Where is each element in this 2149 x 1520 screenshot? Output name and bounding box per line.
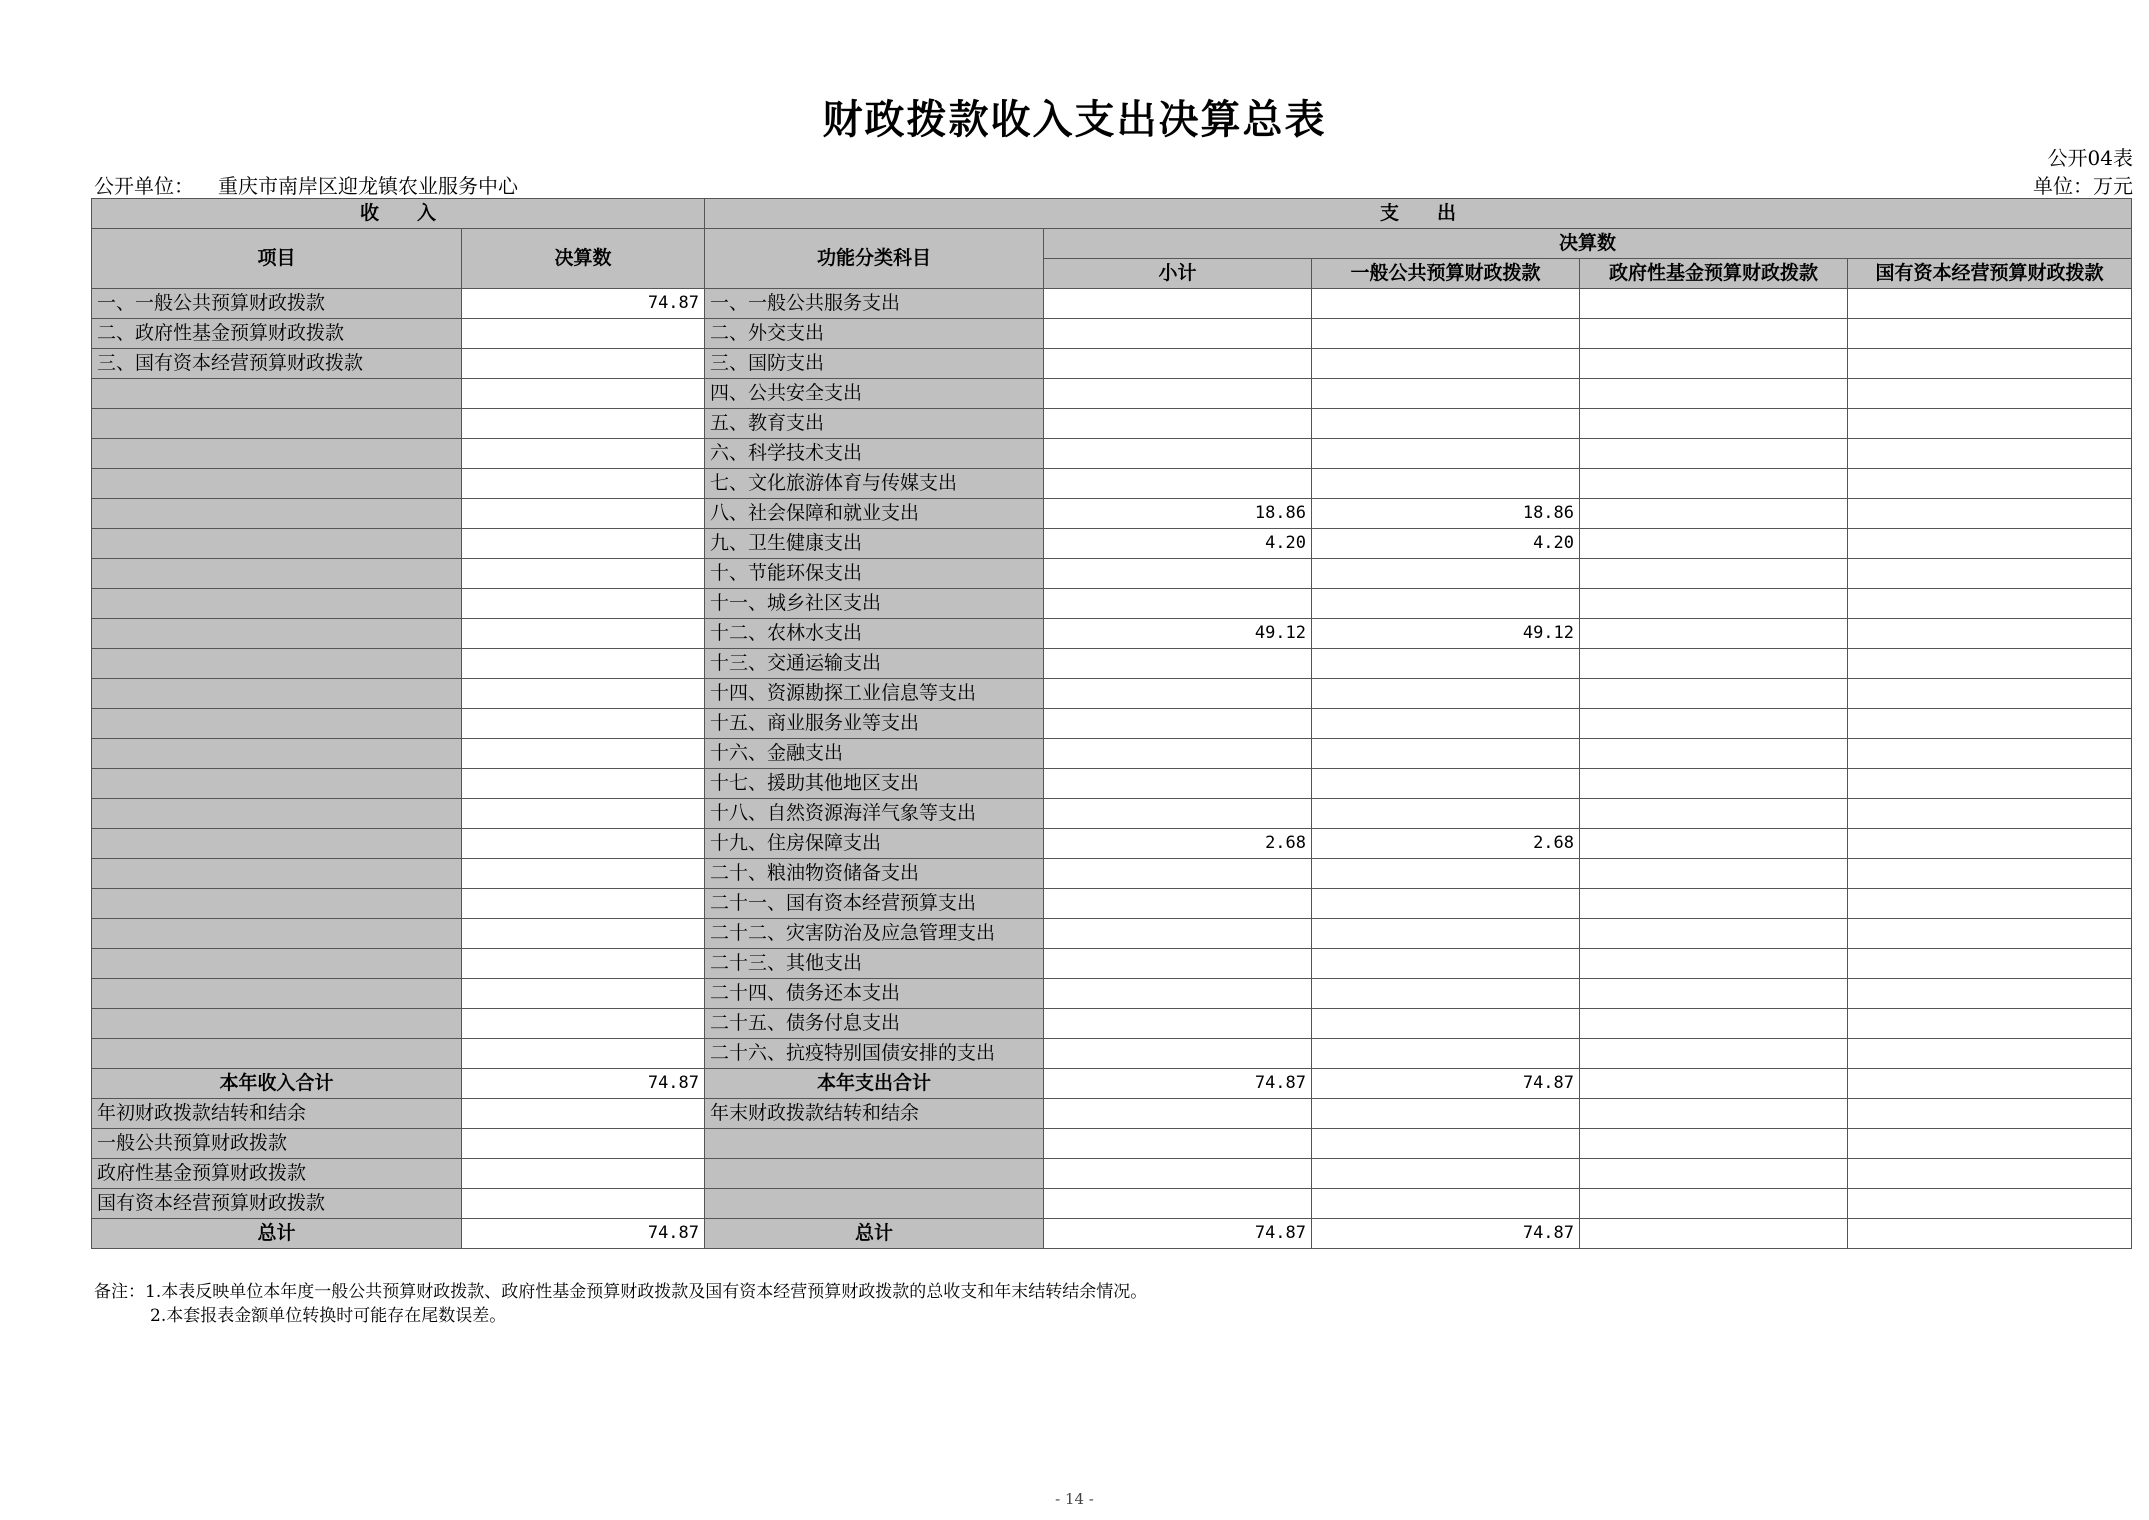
income-item-cell <box>92 709 462 739</box>
income-amount-cell <box>462 529 705 559</box>
income-item-cell <box>92 409 462 439</box>
subtotal-cell <box>1044 739 1312 769</box>
state-capital-cell <box>1848 829 2132 859</box>
state-capital-cell <box>1848 949 2132 979</box>
subtotal-cell: 49.12 <box>1044 619 1312 649</box>
income-item-cell <box>92 589 462 619</box>
state-capital-cell <box>1848 919 2132 949</box>
expense-item-cell: 二十四、债务还本支出 <box>705 979 1044 1009</box>
income-amount-cell <box>462 799 705 829</box>
state-capital-cell <box>1848 379 2132 409</box>
general-cell <box>1312 409 1580 439</box>
expense-item-cell: 十九、住房保障支出 <box>705 829 1044 859</box>
gov-fund-header: 政府性基金预算财政拨款 <box>1580 259 1848 289</box>
general-cell <box>1312 859 1580 889</box>
state-capital-cell <box>1848 589 2132 619</box>
table-row <box>92 979 2132 1009</box>
income-total-amount: 74.87 <box>462 1069 705 1099</box>
general-cell <box>1312 709 1580 739</box>
state-capital-cell <box>1848 739 2132 769</box>
gov-fund-cell <box>1580 889 1848 919</box>
state-capital-cell <box>1848 289 2132 319</box>
carry-income-amount <box>462 1099 705 1129</box>
carry-sub-row <box>92 1159 2132 1189</box>
carry-value-cell <box>1580 1099 1848 1129</box>
general-header: 一般公共预算财政拨款 <box>1312 259 1580 289</box>
general-cell <box>1312 679 1580 709</box>
general-cell <box>1312 319 1580 349</box>
expense-item-cell: 十四、资源勘探工业信息等支出 <box>705 679 1044 709</box>
general-cell: 49.12 <box>1312 619 1580 649</box>
table-row <box>92 799 2132 829</box>
carry-sub-expense-cell <box>705 1159 1044 1189</box>
gov-fund-cell <box>1580 649 1848 679</box>
table-row <box>92 499 2132 529</box>
expense-item-cell: 十二、农林水支出 <box>705 619 1044 649</box>
gov-fund-cell <box>1580 469 1848 499</box>
state-capital-cell <box>1848 679 2132 709</box>
table-row <box>92 409 2132 439</box>
subtotal-cell <box>1044 979 1312 1009</box>
subtotal-cell <box>1044 679 1312 709</box>
table-row <box>92 889 2132 919</box>
subtotal-cell <box>1044 319 1312 349</box>
expense-item-cell: 二十六、抗疫特别国债安排的支出 <box>705 1039 1044 1069</box>
income-amount-cell <box>462 889 705 919</box>
carry-sub-value-cell <box>1312 1189 1580 1219</box>
income-item-cell <box>92 619 462 649</box>
expense-total-label: 总计 <box>705 1219 1044 1249</box>
expense-total-label: 本年支出合计 <box>705 1069 1044 1099</box>
carry-sub-amount <box>462 1129 705 1159</box>
carry-sub-item: 国有资本经营预算财政拨款 <box>92 1189 462 1219</box>
carry-sub-row <box>92 1189 2132 1219</box>
gov-fund-cell <box>1580 829 1848 859</box>
expense-header: 支 出 <box>705 199 2132 229</box>
general-cell <box>1312 349 1580 379</box>
state-capital-header: 国有资本经营预算财政拨款 <box>1848 259 2132 289</box>
expense-item-cell: 二十一、国有资本经营预算支出 <box>705 889 1044 919</box>
table-row <box>92 289 2132 319</box>
general-cell <box>1312 1039 1580 1069</box>
form-code: 公开04表 <box>2047 146 2133 170</box>
gov-fund-cell <box>1580 379 1848 409</box>
state-capital-cell <box>1848 649 2132 679</box>
income-amount-cell <box>462 559 705 589</box>
note-line-1: 备注：1.本表反映单位本年度一般公共预算财政拨款、政府性基金预算财政拨款及国有资本经营预算财政拨款的总收支和年末结转结余情况。 <box>94 1282 1148 1302</box>
table-row <box>92 529 2132 559</box>
expense-item-cell: 十五、商业服务业等支出 <box>705 709 1044 739</box>
state-capital-cell <box>1848 979 2132 1009</box>
gov-fund-cell <box>1580 529 1848 559</box>
general-total-cell: 74.87 <box>1312 1069 1580 1099</box>
page-number: - 14 - <box>1055 1490 1094 1508</box>
income-amount-cell <box>462 319 705 349</box>
general-cell <box>1312 739 1580 769</box>
income-item-cell <box>92 799 462 829</box>
expense-item-cell: 十、节能环保支出 <box>705 559 1044 589</box>
general-total-cell: 74.87 <box>1312 1219 1580 1249</box>
subtotal-cell <box>1044 709 1312 739</box>
org-info <box>94 170 518 199</box>
income-item-cell <box>92 1009 462 1039</box>
carry-sub-value-cell <box>1848 1189 2132 1219</box>
money-unit: 单位：万元 <box>2033 174 2133 198</box>
table-row <box>92 319 2132 349</box>
carry-sub-value-cell <box>1044 1189 1312 1219</box>
expense-item-cell: 三、国防支出 <box>705 349 1044 379</box>
gov-fund-cell <box>1580 799 1848 829</box>
table-row <box>92 739 2132 769</box>
income-amount-cell <box>462 979 705 1009</box>
expense-item-cell: 五、教育支出 <box>705 409 1044 439</box>
gov-fund-cell <box>1580 739 1848 769</box>
gov-fund-cell <box>1580 409 1848 439</box>
subtotal-cell <box>1044 949 1312 979</box>
carry-sub-value-cell <box>1580 1129 1848 1159</box>
expense-item-cell: 十三、交通运输支出 <box>705 649 1044 679</box>
subtotal-cell <box>1044 1039 1312 1069</box>
income-amount-cell <box>462 739 705 769</box>
gov-fund-cell <box>1580 439 1848 469</box>
general-cell <box>1312 919 1580 949</box>
subtotal-cell <box>1044 469 1312 499</box>
income-item-cell <box>92 919 462 949</box>
subtotal-cell <box>1044 289 1312 319</box>
gov-fund-cell <box>1580 709 1848 739</box>
notes <box>94 1280 1147 1328</box>
table-row <box>92 829 2132 859</box>
income-total-amount: 74.87 <box>462 1219 705 1249</box>
income-item-cell: 二、政府性基金预算财政拨款 <box>92 319 462 349</box>
state-capital-cell <box>1848 439 2132 469</box>
income-item-cell <box>92 739 462 769</box>
general-cell <box>1312 799 1580 829</box>
income-amount-cell <box>462 949 705 979</box>
general-cell: 4.20 <box>1312 529 1580 559</box>
income-item-cell <box>92 679 462 709</box>
state-capital-total-cell <box>1848 1219 2132 1249</box>
carry-sub-value-cell <box>1848 1129 2132 1159</box>
state-capital-cell <box>1848 709 2132 739</box>
state-capital-cell <box>1848 529 2132 559</box>
page-title: 财政拨款收入支出决算总表 <box>822 96 1327 143</box>
carry-sub-amount <box>462 1189 705 1219</box>
expense-item-cell: 十七、援助其他地区支出 <box>705 769 1044 799</box>
subtotal-header: 小计 <box>1044 259 1312 289</box>
expense-item-cell: 十八、自然资源海洋气象等支出 <box>705 799 1044 829</box>
table-row <box>92 769 2132 799</box>
gov-fund-cell <box>1580 589 1848 619</box>
subtotal-cell: 2.68 <box>1044 829 1312 859</box>
general-cell <box>1312 469 1580 499</box>
general-cell: 18.86 <box>1312 499 1580 529</box>
income-amount-cell <box>462 859 705 889</box>
income-amount-cell <box>462 829 705 859</box>
state-capital-cell <box>1848 469 2132 499</box>
table-row <box>92 859 2132 889</box>
income-header: 收 入 <box>92 199 705 229</box>
gov-fund-cell <box>1580 979 1848 1009</box>
state-capital-cell <box>1848 619 2132 649</box>
state-capital-cell <box>1848 559 2132 589</box>
income-item-cell <box>92 559 462 589</box>
income-item-cell <box>92 829 462 859</box>
income-amount-cell <box>462 1009 705 1039</box>
subtotal-cell <box>1044 349 1312 379</box>
general-cell <box>1312 979 1580 1009</box>
gov-fund-cell <box>1580 559 1848 589</box>
state-capital-cell <box>1848 859 2132 889</box>
income-amount-cell <box>462 589 705 619</box>
carry-sub-value-cell <box>1580 1159 1848 1189</box>
general-cell <box>1312 589 1580 619</box>
table-row <box>92 469 2132 499</box>
gov-fund-cell <box>1580 619 1848 649</box>
general-cell <box>1312 559 1580 589</box>
gov-fund-cell <box>1580 769 1848 799</box>
income-amount-cell <box>462 769 705 799</box>
income-amount-cell <box>462 439 705 469</box>
general-cell <box>1312 1009 1580 1039</box>
carry-value-cell <box>1848 1099 2132 1129</box>
income-item-cell <box>92 769 462 799</box>
carry-sub-value-cell <box>1312 1159 1580 1189</box>
table-row <box>92 559 2132 589</box>
income-item-cell <box>92 889 462 919</box>
subtotal-cell <box>1044 919 1312 949</box>
income-item-cell <box>92 529 462 559</box>
gov-fund-cell <box>1580 349 1848 379</box>
carry-value-cell <box>1312 1099 1580 1129</box>
expense-item-cell: 七、文化旅游体育与传媒支出 <box>705 469 1044 499</box>
expense-item-cell: 二十三、其他支出 <box>705 949 1044 979</box>
income-item-cell <box>92 499 462 529</box>
state-capital-total-cell <box>1848 1069 2132 1099</box>
table-row <box>92 1039 2132 1069</box>
subtotal-cell <box>1044 769 1312 799</box>
income-amount-cell <box>462 1039 705 1069</box>
income-amount-cell <box>462 649 705 679</box>
general-cell <box>1312 649 1580 679</box>
income-item-cell <box>92 949 462 979</box>
table-row <box>92 649 2132 679</box>
carry-sub-item: 一般公共预算财政拨款 <box>92 1129 462 1159</box>
carry-expense-label: 年末财政拨款结转和结余 <box>705 1099 1044 1129</box>
subtotal-cell <box>1044 409 1312 439</box>
state-capital-cell <box>1848 1009 2132 1039</box>
general-cell: 2.68 <box>1312 829 1580 859</box>
gov-fund-cell <box>1580 859 1848 889</box>
state-capital-cell <box>1848 889 2132 919</box>
table-row <box>92 349 2132 379</box>
expense-item-cell: 八、社会保障和就业支出 <box>705 499 1044 529</box>
carry-sub-value-cell <box>1044 1159 1312 1189</box>
expense-item-cell: 二十五、债务付息支出 <box>705 1009 1044 1039</box>
subtotal-cell <box>1044 439 1312 469</box>
table-row <box>92 919 2132 949</box>
carry-row <box>92 1099 2132 1129</box>
budget-table <box>91 198 2132 1249</box>
gov-fund-cell <box>1580 949 1848 979</box>
subtotal-cell: 4.20 <box>1044 529 1312 559</box>
expense-item-cell: 六、科学技术支出 <box>705 439 1044 469</box>
subtotal-cell: 18.86 <box>1044 499 1312 529</box>
state-capital-cell <box>1848 769 2132 799</box>
general-cell <box>1312 889 1580 919</box>
carry-value-cell <box>1044 1099 1312 1129</box>
income-amount-cell <box>462 919 705 949</box>
carry-sub-value-cell <box>1848 1159 2132 1189</box>
subtotal-cell <box>1044 649 1312 679</box>
expense-item-cell: 四、公共安全支出 <box>705 379 1044 409</box>
income-amount-cell <box>462 469 705 499</box>
expense-item-cell: 十一、城乡社区支出 <box>705 589 1044 619</box>
subtotal-cell <box>1044 1009 1312 1039</box>
state-capital-cell <box>1848 319 2132 349</box>
subtotal-cell <box>1044 799 1312 829</box>
state-capital-cell <box>1848 349 2132 379</box>
income-amount-header: 决算数 <box>462 229 705 289</box>
income-amount-cell <box>462 679 705 709</box>
income-item-cell <box>92 979 462 1009</box>
func-category-header: 功能分类科目 <box>705 229 1044 289</box>
grand-total-row <box>92 1219 2132 1249</box>
carry-sub-value-cell <box>1044 1129 1312 1159</box>
income-item-cell <box>92 439 462 469</box>
expense-item-cell: 九、卫生健康支出 <box>705 529 1044 559</box>
state-capital-cell <box>1848 799 2132 829</box>
table-row <box>92 949 2132 979</box>
income-amount-cell <box>462 409 705 439</box>
income-item-cell <box>92 1039 462 1069</box>
income-amount-cell <box>462 619 705 649</box>
general-cell <box>1312 769 1580 799</box>
carry-sub-item: 政府性基金预算财政拨款 <box>92 1159 462 1189</box>
table-row <box>92 589 2132 619</box>
carry-sub-amount <box>462 1159 705 1189</box>
table-row <box>92 619 2132 649</box>
gov-fund-cell <box>1580 289 1848 319</box>
general-cell <box>1312 289 1580 319</box>
item-header: 项目 <box>92 229 462 289</box>
expense-item-cell: 十六、金融支出 <box>705 739 1044 769</box>
subtotal-total-cell: 74.87 <box>1044 1219 1312 1249</box>
income-item-cell <box>92 859 462 889</box>
table-row <box>92 1009 2132 1039</box>
gov-fund-cell <box>1580 679 1848 709</box>
subtotal-cell <box>1044 889 1312 919</box>
subtotal-cell <box>1044 559 1312 589</box>
state-capital-cell <box>1848 1039 2132 1069</box>
expense-item-cell: 一、一般公共服务支出 <box>705 289 1044 319</box>
carry-sub-value-cell <box>1580 1189 1848 1219</box>
carry-sub-value-cell <box>1312 1129 1580 1159</box>
income-amount-cell <box>462 499 705 529</box>
income-total-label: 总计 <box>92 1219 462 1249</box>
general-cell <box>1312 949 1580 979</box>
general-cell <box>1312 439 1580 469</box>
carry-sub-expense-cell <box>705 1189 1044 1219</box>
state-capital-cell <box>1848 409 2132 439</box>
income-amount-cell: 74.87 <box>462 289 705 319</box>
subtotal-total-cell: 74.87 <box>1044 1069 1312 1099</box>
income-amount-cell <box>462 709 705 739</box>
gov-fund-cell <box>1580 499 1848 529</box>
subtotal-cell <box>1044 859 1312 889</box>
income-total-label: 本年收入合计 <box>92 1069 462 1099</box>
table-row <box>92 709 2132 739</box>
gov-fund-cell <box>1580 919 1848 949</box>
income-item-cell: 三、国有资本经营预算财政拨款 <box>92 349 462 379</box>
expense-item-cell: 二十二、灾害防治及应急管理支出 <box>705 919 1044 949</box>
expense-item-cell: 二十、粮油物资储备支出 <box>705 859 1044 889</box>
year-total-row <box>92 1069 2132 1099</box>
org-label: 公开单位： <box>94 174 194 198</box>
table-row <box>92 679 2132 709</box>
general-cell <box>1312 379 1580 409</box>
subtotal-cell <box>1044 379 1312 409</box>
income-item-cell: 一、一般公共预算财政拨款 <box>92 289 462 319</box>
gov-fund-total-cell <box>1580 1219 1848 1249</box>
carry-sub-expense-cell <box>705 1129 1044 1159</box>
settled-header: 决算数 <box>1044 229 2132 259</box>
income-amount-cell <box>462 379 705 409</box>
header-row-1 <box>92 199 2132 229</box>
income-item-cell <box>92 379 462 409</box>
state-capital-cell <box>1848 499 2132 529</box>
org-name: 重庆市南岸区迎龙镇农业服务中心 <box>218 174 518 198</box>
header-row-2 <box>92 229 2132 259</box>
income-item-cell <box>92 469 462 499</box>
subtotal-cell <box>1044 589 1312 619</box>
expense-item-cell: 二、外交支出 <box>705 319 1044 349</box>
carry-sub-row <box>92 1129 2132 1159</box>
carry-income-label: 年初财政拨款结转和结余 <box>92 1099 462 1129</box>
table-row <box>92 379 2132 409</box>
note-line-2: 2.本套报表金额单位转换时可能存在尾数误差。 <box>150 1306 507 1326</box>
gov-fund-cell <box>1580 1039 1848 1069</box>
table-row <box>92 439 2132 469</box>
gov-fund-total-cell <box>1580 1069 1848 1099</box>
income-item-cell <box>92 649 462 679</box>
income-amount-cell <box>462 349 705 379</box>
gov-fund-cell <box>1580 319 1848 349</box>
gov-fund-cell <box>1580 1009 1848 1039</box>
